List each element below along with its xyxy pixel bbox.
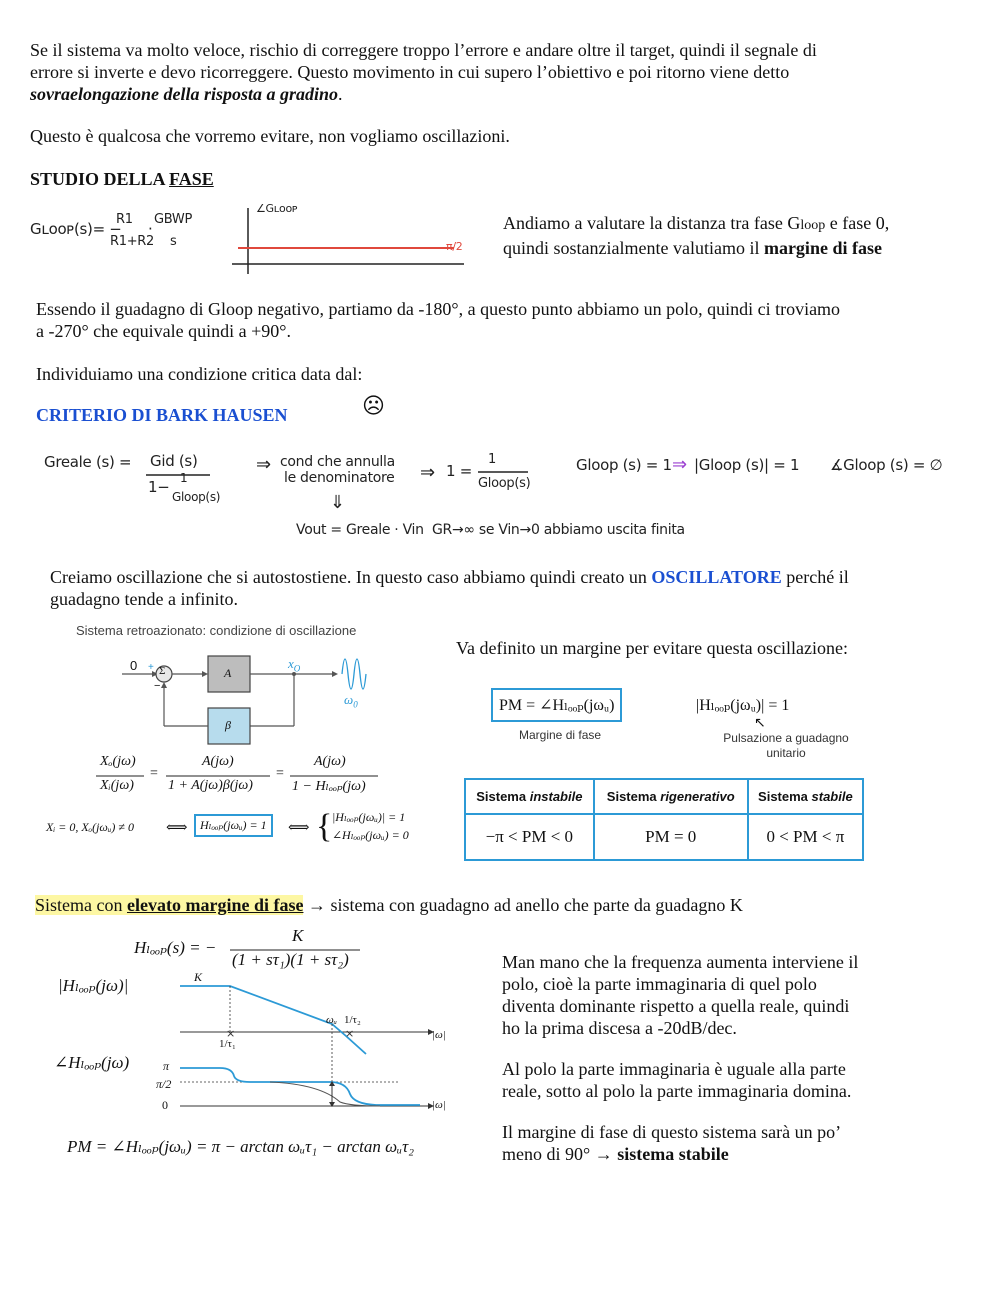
criterio-heading: CRITERIO DI BARK HAUSEN [36,405,288,425]
section-heading-studio-fase: STUDIO DELLA FASE [30,169,214,189]
gloop-phase-eq: ∡Gloop (s) = ∅ [830,456,943,474]
intro-line-3: sovraelongazione della risposta a gradino. [30,84,343,104]
table-cell: 0 < PM < π [748,814,863,860]
stability-table-row [465,814,863,860]
closed-loop-equation: Xₒ(jω) Xᵢ(jω) = A(jω) 1 + A(jω)β(jω) = A(jω) 1 − Hₗₒₒₚ(jω) [100,754,366,794]
condition-box: Hₗₒₒₚ(jωᵤ) = 1 [194,814,273,837]
r12-den: R1+R2 [110,234,155,249]
intro-line-1: Se il sistema va molto veloce, rischio di correggere troppo l’errore e andare oltre il target, quindi il segnale di [30,40,817,60]
vout-eq: Vout = Greale · Vin [296,522,424,538]
magnitude-axis-label: |Hₗₒₒₚ(jω)| [58,976,129,995]
elevato-margine-term: elevato margine di fase [127,895,304,915]
barkhausen-handwritten: Greale (s) = Gid (s) 1− 1 Gloop(s) ⇒ cond che annulla le denominatore ⇒ 1 = 1 Gloop(s) Gloop (s) = 1 ⇒ |Gloop (s)| = 1 ∡Gloop (s) = ∅ ⇓ Vout = Greale · Vin GR→∞ se Vin→0 abbiamo uscita finita [44,452,943,538]
avoid-oscillation-text: Questo è qualcosa che vorremo evitare, non vogliamo oscillazioni. [30,126,510,146]
phase-axis-label: ∠Hₗₒₒₚ(jω) [54,1053,130,1072]
essendo-paragraph: Essendo il guadagno di Gloop negativo, partiamo da -180°, a questo punto abbiamo un polo, quindi ci troviamo a -270° che equivale quindi a +90°. [36,299,841,341]
intro-paragraph [30,39,980,105]
elevato-margine-line: Sistema con elevato margine di fase → sistema con guadagno ad anello che parte da guadagno K [35,895,743,915]
bode-plot [150,972,460,1122]
margine-conclusion-paragraph: Il margine di fase di questo sistema sarà un po’ meno di 90° → sistema stabile [502,1122,842,1164]
pm-formula: PM = ∠Hₗₒₒₚ(jωᵤ) = π − arctan ωᵤτ₁ − arctan ωᵤτ₂ [67,1137,415,1156]
gr-infinity-note: GR→∞ se Vin→0 abbiamo uscita finita [432,522,685,538]
gloop-eq-1: Gloop (s) = 1 [576,456,672,474]
svg-text:×: × [226,1027,236,1040]
s-den: s [170,234,177,249]
pulsazione-label: Pulsazione a guadagno unitario [723,731,849,760]
individuiamo-text: Individuiamo una condizione critica data dal: [36,364,363,384]
stability-table-header: Sistema instabile Sistema rigenerativo Sistema stabile [465,779,863,814]
omega0-label: $\omega_0$ [344,692,358,710]
pm-label: Margine di fase [519,728,602,742]
cond-line-1: cond che annulla [280,454,395,470]
al-polo-paragraph: Al polo la parte immaginaria è uguale alla parte reale, sotto al polo la parte immaginaria domina. [502,1059,852,1101]
sketch-axis-label: ∠Gʟᴏᴏᴘ [256,202,298,215]
margine-intro: Va definito un margine per evitare questa oscillazione: [456,638,849,658]
sad-face-icon: ☹ [362,394,385,419]
feedback-block-diagram [110,640,370,750]
sketch-pi2-label: π/2 [446,240,463,253]
gbwp-num: GBWP [154,212,193,227]
table-cell: −π < PM < 0 [465,814,594,860]
xo-label: $x_O$ [288,656,301,674]
block-beta-label: β [225,718,231,732]
table-cell: PM = 0 [594,814,748,860]
unity-gain-condition: |Hₗₒₒₚ(jωᵤ)| = 1 [696,697,790,714]
oscillatore-term: OSCILLATORE [651,567,782,587]
oscillation-diagram-title: Sistema retroazionato: condizione di oscillazione [76,623,357,638]
margine-di-fase-term: margine di fase [763,238,882,258]
arrow-pulsazione: ↖ [754,714,766,730]
creiamo-paragraph: Creiamo oscillazione che si autostostiene. In questo caso abbiamo quindi creato un OSCILLATORE perché il guadagno tende a infinito. [50,567,849,609]
cond-line-2: le denominatore [284,470,395,486]
sovraelongazione-term: sovraelongazione della risposta a gradino [30,84,339,104]
intro-line-2: errore si inverte e devo ricorreggere. Questo movimento in cui supero l’obiettivo e poi ritorno viene detto [30,62,790,82]
r1-num: R1 [116,212,133,227]
sigma-node: Σ [159,665,166,677]
hloop-transfer-function: Hₗₒₒₚ(s) = − K (1 + sτ₁)(1 + sτ₂) [134,926,349,969]
pm-definition-box: PM = ∠Hₗₒₒₚ(jωᵤ) [491,688,622,722]
stability-table [464,778,864,861]
gloop-formula-sketch: Gʟᴏᴏᴘ(s)= − R1 R1+R2 · GBWP s [30,212,193,249]
gloop-lhs: Gʟᴏᴏᴘ(s)= − [30,220,122,238]
andiamo-text: Andiamo a valutare la distanza tra fase Gloop e fase 0, quindi sostanzialmente valutiamo il margine di fase [503,213,890,258]
block-a-label: A [224,666,232,680]
gloop-modulus-eq: |Gloop (s)| = 1 [694,456,800,474]
oscillation-condition: Xᵢ = 0, Xₒ(jωᵤ) ≠ 0 ⟺ Hₗₒₒₚ(jωᵤ) = 1 ⟺ { |Hₗₒₒₚ(jωᵤ)| = 1 ∠Hₗₒₒₚ(jωᵤ) = 0 [46,808,409,845]
man-mano-paragraph: Man mano che la frequenza aumenta interviene il polo, cioè la parte immaginaria di quel polo diventa dominante rispetto a quella reale, quindi ho la prima discesa a -20dB/dec. [502,952,859,1038]
gid-num: Gid (s) [150,452,198,470]
greale-lhs: Greale (s) = [44,453,132,471]
sistema-stabile-term: sistema stabile [617,1144,729,1164]
svg-text:×: × [345,1027,355,1040]
